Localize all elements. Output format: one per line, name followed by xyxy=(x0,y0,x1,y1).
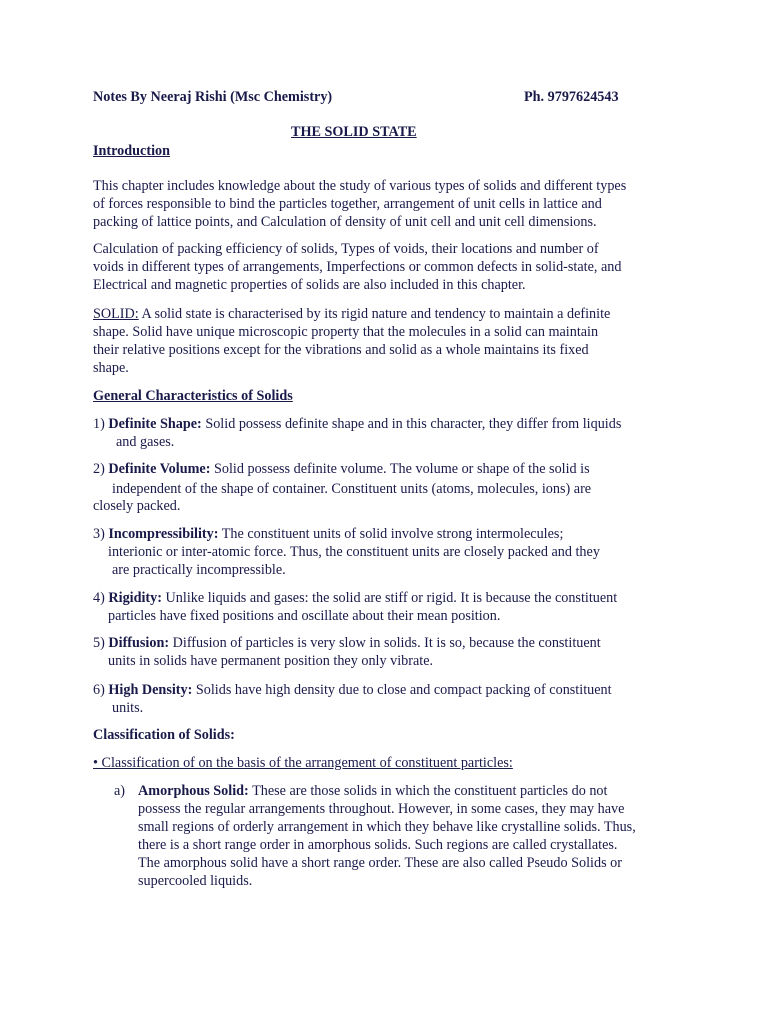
item-term: Incompressibility: xyxy=(108,526,219,542)
item-term: Definite Shape: xyxy=(108,416,202,432)
item-number: 5) xyxy=(93,635,109,651)
intro-p3-line: shape. Solid have unique microscopic property that the molecules in a solid can maintain xyxy=(93,324,599,340)
intro-p1-line: packing of lattice points, and Calculation of density of unit cell and unit cell dimensions. xyxy=(93,214,597,230)
item-text: These are those solids in which the constituent particles do not xyxy=(248,783,608,799)
characteristic-item xyxy=(93,460,590,478)
item-continuation: particles have fixed positions and oscillate about their mean position. xyxy=(108,608,501,624)
item-continuation: interionic or inter-atomic force. Thus, the constituent units are closely packed and they xyxy=(108,544,600,560)
item-continuation: there is a short range order in amorphous solids. Such regions are called crystallates. xyxy=(138,837,618,853)
item-continuation: are practically incompressible. xyxy=(112,562,286,578)
item-text: Solids have high density due to close and compact packing of constituent xyxy=(192,682,612,698)
intro-p3-line: their relative positions except for the vibrations and solid as a whole maintains its fixed xyxy=(93,342,589,358)
intro-p3-line: shape. xyxy=(93,360,129,376)
characteristic-item xyxy=(93,634,601,652)
item-number: 6) xyxy=(93,682,109,698)
page-title: THE SOLID STATE xyxy=(291,124,417,140)
item-continuation: and gases. xyxy=(116,434,175,450)
item-text: Diffusion of particles is very slow in solids. It is so, because the constituent xyxy=(169,635,601,651)
item-term: Definite Volume: xyxy=(108,461,211,477)
item-continuation: possess the regular arrangements throughout. However, in some cases, they may have xyxy=(138,801,625,817)
item-number: 2) xyxy=(93,461,109,477)
intro-p1-line: This chapter includes knowledge about the study of various types of solids and different types xyxy=(93,178,627,194)
intro-p1-line: of forces responsible to bind the particles together, arrangement of unit cells in lattice and xyxy=(93,196,602,212)
item-continuation: supercooled liquids. xyxy=(138,873,253,889)
item-continuation: The amorphous solid have a short range order. These are also called Pseudo Solids or xyxy=(138,855,622,871)
item-continuation: closely packed. xyxy=(93,498,181,514)
item-number: 4) xyxy=(93,590,109,606)
item-continuation: independent of the shape of container. Constituent units (atoms, molecules, ions) are xyxy=(112,481,592,497)
characteristic-item xyxy=(93,589,617,607)
classification-subheading: • Classification of on the basis of the arrangement of constituent particles: xyxy=(93,755,513,771)
classification-heading: Classification of Solids: xyxy=(93,727,235,743)
item-term: Amorphous Solid: xyxy=(138,783,249,799)
item-term: Rigidity: xyxy=(108,590,162,606)
item-number: 3) xyxy=(93,526,109,542)
intro-p2-line: Electrical and magnetic properties of solids are also included in this chapter. xyxy=(93,277,526,293)
item-text: Unlike liquids and gases: the solid are stiff or rigid. It is because the constituent xyxy=(161,590,618,606)
solid-label: SOLID: xyxy=(93,306,139,322)
amorphous-solid-item xyxy=(138,782,607,800)
intro-p2-line: Calculation of packing efficiency of solids, Types of voids, their locations and number of xyxy=(93,241,599,257)
item-text: The constituent units of solid involve strong intermolecules; xyxy=(218,526,564,542)
solid-definition-line xyxy=(93,305,610,323)
intro-heading: Introduction xyxy=(93,143,170,159)
intro-p2-line: voids in different types of arrangements, Imperfections or common defects in solid-state, and xyxy=(93,259,622,275)
item-number: 1) xyxy=(93,416,109,432)
characteristic-item xyxy=(93,681,612,699)
author-line: Notes By Neeraj Rishi (Msc Chemistry) xyxy=(93,89,333,105)
solid-definition-text: A solid state is characterised by its rigid nature and tendency to maintain a definite xyxy=(138,306,611,322)
item-text: Solid possess definite shape and in this character, they differ from liquids xyxy=(201,416,622,432)
item-term: High Density: xyxy=(108,682,193,698)
item-continuation: small regions of orderly arrangement in which they behave like crystalline solids. Thus, xyxy=(138,819,636,835)
item-continuation: units in solids have permanent position they only vibrate. xyxy=(108,653,434,669)
item-term: Diffusion: xyxy=(108,635,170,651)
characteristic-item xyxy=(93,415,621,433)
item-continuation: units. xyxy=(112,700,144,716)
item-text: Solid possess definite volume. The volume or shape of the solid is xyxy=(210,461,590,477)
characteristics-heading: General Characteristics of Solids xyxy=(93,388,293,404)
phone-number: Ph. 9797624543 xyxy=(524,89,619,105)
list-marker: a) xyxy=(114,783,126,799)
characteristic-item xyxy=(93,525,563,543)
